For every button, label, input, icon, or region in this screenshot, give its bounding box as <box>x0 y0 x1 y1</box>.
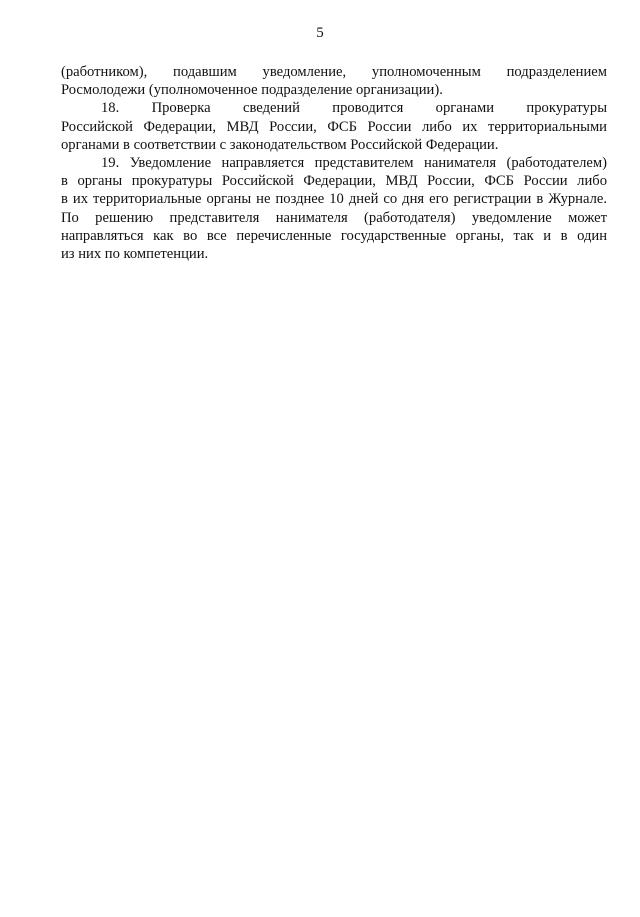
text-line: 18. Проверка сведений проводится органами прокуратуры <box>101 100 607 117</box>
page-number: 5 <box>316 25 324 41</box>
text-line: 19. Уведомление направляется представителем нанимателя (работодателем) <box>101 155 607 172</box>
text-line: Росмолодежи (уполномоченное подразделение организации). <box>61 82 443 99</box>
text-line: (работником), подавшим уведомление, уполномоченным подразделением <box>61 64 607 80</box>
text-line: в их территориальные органы не позднее 10 дней со дня его регистрации в Журнале. <box>61 191 607 208</box>
paragraph-19 <box>61 154 607 263</box>
text-line: Российской Федерации, МВД России, ФСБ России либо их территориальными <box>61 118 607 135</box>
document-body <box>61 63 607 263</box>
text-line: в органы прокуратуры Российской Федерации, МВД России, ФСБ России либо <box>61 173 607 190</box>
paragraph-18 <box>61 99 607 154</box>
text-line: органами в соответствии с законодательством Российской Федерации. <box>61 136 499 153</box>
paragraph-continuation <box>61 63 607 99</box>
text-line: направляться как во все перечисленные государственные органы, так и в один <box>61 227 607 244</box>
text-line: По решению представителя нанимателя (работодателя) уведомление может <box>61 209 607 226</box>
text-line: из них по компетенции. <box>61 246 209 263</box>
